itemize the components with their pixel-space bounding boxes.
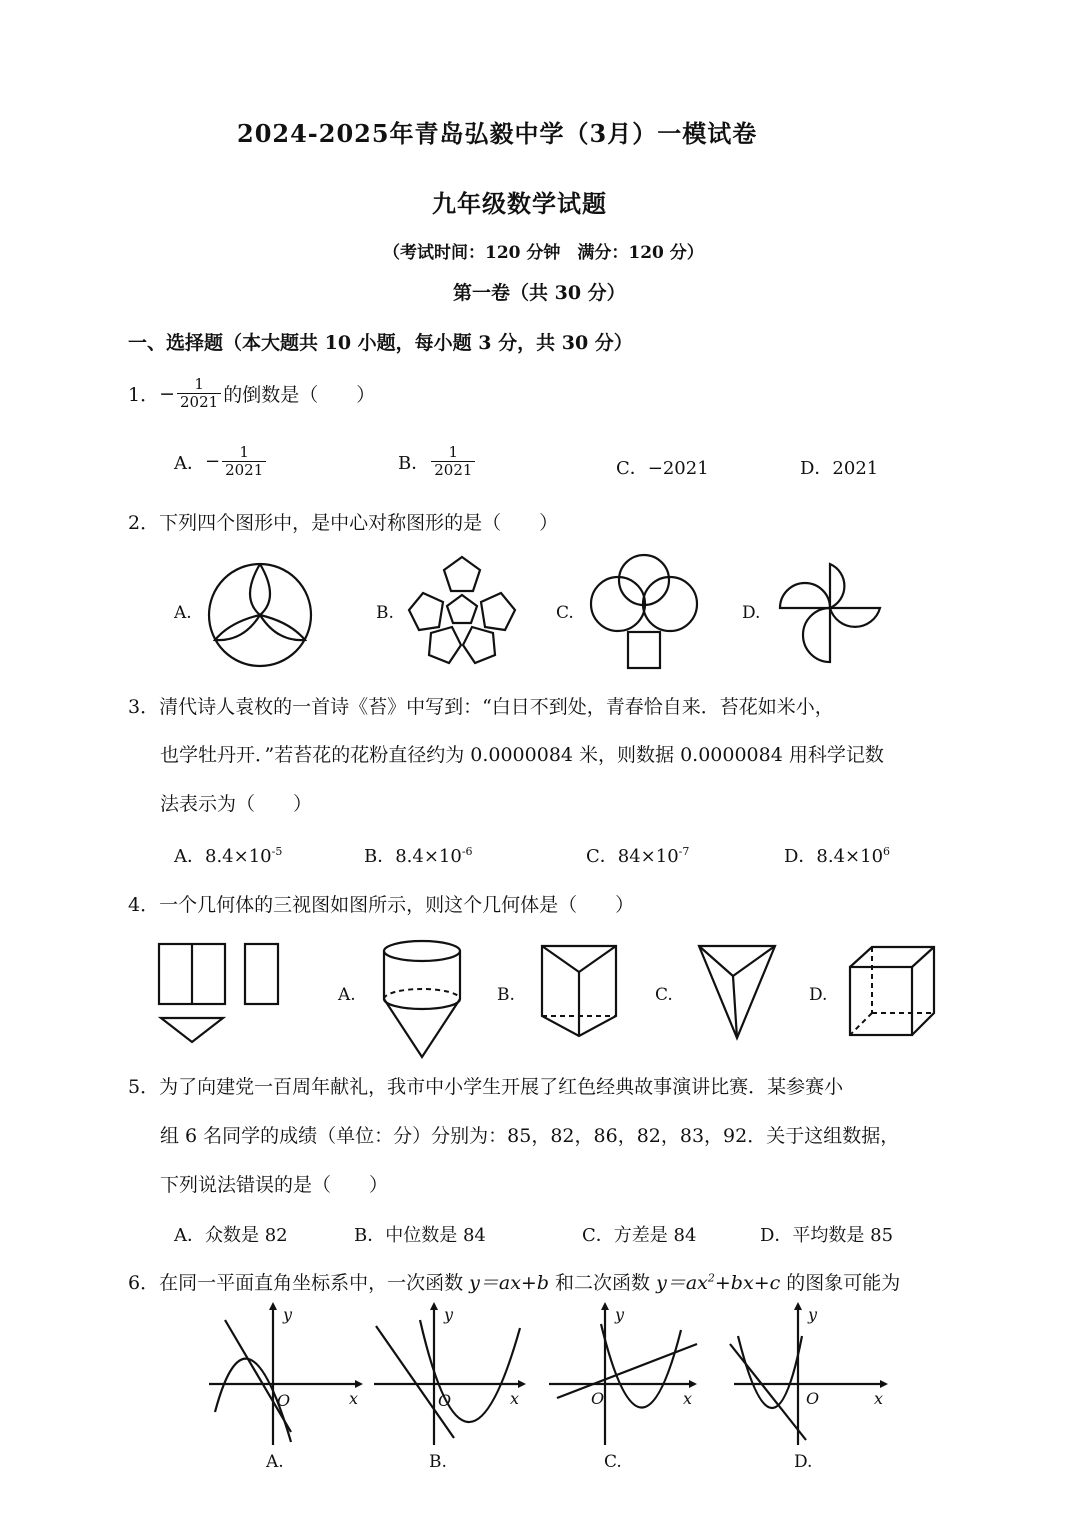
q6-d-x-label: x bbox=[874, 1389, 884, 1408]
q6-c-origin: O bbox=[591, 1389, 605, 1408]
q1-stem-text: 的倒数是（ ） bbox=[223, 384, 376, 406]
q4-figure-b bbox=[538, 942, 623, 1042]
question-5-line-3: 下列说法错误的是（ ） bbox=[160, 1174, 389, 1196]
q6-graph-a bbox=[205, 1300, 365, 1450]
q2-figure-c bbox=[588, 552, 700, 672]
q6-d-y-label: y bbox=[808, 1305, 818, 1324]
q6-graph-c bbox=[545, 1300, 705, 1450]
q1-option-d[interactable]: D．2021 bbox=[800, 458, 879, 479]
q2-label-c[interactable]: C. bbox=[556, 603, 574, 623]
q6-label-d[interactable]: D. bbox=[794, 1452, 813, 1472]
q1-fraction: $\frac{1}{2021}$ bbox=[177, 376, 221, 411]
q4-label-b[interactable]: B. bbox=[497, 985, 515, 1005]
exam-title: 2024-2025年青岛弘毅中学（3月）一模试卷 bbox=[237, 119, 758, 148]
question-6-stem: 6．在同一平面直角坐标系中，一次函数 y＝ax+b 和二次函数 $y=ax^2+bx+c$ 的图象可能为 bbox=[128, 1271, 901, 1294]
q6-b-x-label: x bbox=[510, 1389, 520, 1408]
q3-option-d[interactable]: D．$8.4\times 10^6$ bbox=[784, 845, 891, 867]
q6-a-origin: O bbox=[277, 1391, 291, 1410]
q6-b-origin: O bbox=[438, 1391, 452, 1410]
q5-option-a[interactable]: A．众数是 82 bbox=[174, 1225, 288, 1246]
q4-label-d[interactable]: D. bbox=[809, 985, 828, 1005]
q1-option-b[interactable]: B． $\frac{1}{2021}$ bbox=[398, 444, 477, 479]
question-3-line-1: 3．清代诗人袁枚的一首诗《苔》中写到：“白日不到处，青春恰自来．苔花如米小， bbox=[128, 696, 834, 718]
question-3-line-2: 也学牡丹开．”若苔花的花粉直径约为 0.0000084 米，则数据 0.0000084 用科学记数 bbox=[160, 744, 884, 766]
question-2-stem: 2．下列四个图形中，是中心对称图形的是（ ） bbox=[128, 512, 559, 534]
q1-minus: − bbox=[159, 382, 176, 405]
q1-number: 1． bbox=[128, 384, 160, 406]
q5-option-b[interactable]: B．中位数是 84 bbox=[354, 1225, 486, 1246]
q6-c-x-label: x bbox=[683, 1389, 693, 1408]
q4-figure-c bbox=[695, 942, 780, 1042]
q2-label-d[interactable]: D. bbox=[742, 603, 761, 623]
q6-graph-d bbox=[730, 1300, 890, 1450]
q1-option-a[interactable]: A． − $\frac{1}{2021}$ bbox=[174, 444, 268, 479]
q3-option-b[interactable]: B．$8.4\times 10^{-6}$ bbox=[364, 845, 473, 867]
q4-three-views bbox=[155, 940, 285, 1050]
q2-figure-b bbox=[405, 555, 520, 670]
q2-figure-d bbox=[776, 560, 886, 670]
q3-option-a[interactable]: A．$8.4\times 10^{-5}$ bbox=[174, 845, 283, 867]
exam-subtitle: 九年级数学试题 bbox=[432, 189, 607, 218]
q6-label-b[interactable]: B. bbox=[429, 1452, 447, 1472]
q4-label-c[interactable]: C. bbox=[655, 985, 673, 1005]
question-5-line-2: 组 6 名同学的成绩（单位：分）分别为：85，82，86，82，83，92．关于这组数据， bbox=[160, 1125, 900, 1147]
q6-label-a[interactable]: A. bbox=[266, 1452, 284, 1472]
linear-function: y＝ax+b bbox=[469, 1272, 550, 1294]
q2-label-b[interactable]: B. bbox=[376, 603, 394, 623]
q2-figure-a bbox=[205, 560, 315, 670]
q6-a-x-label: x bbox=[349, 1389, 359, 1408]
q6-graph-b bbox=[370, 1300, 530, 1450]
q3-option-c[interactable]: C．$84\times 10^{-7}$ bbox=[586, 845, 690, 867]
question-4-stem: 4．一个几何体的三视图如图所示，则这个几何体是（ ） bbox=[128, 894, 635, 916]
q4-figure-d bbox=[848, 945, 938, 1040]
section-heading: 一、选择题（本大题共 10 小题，每小题 3 分，共 30 分） bbox=[128, 332, 633, 354]
q4-figure-a bbox=[380, 937, 465, 1062]
question-3-line-3: 法表示为（ ） bbox=[160, 793, 313, 815]
q5-option-d[interactable]: D．平均数是 85 bbox=[760, 1225, 894, 1246]
q5-option-c[interactable]: C．方差是 84 bbox=[582, 1225, 697, 1246]
q6-a-y-label: y bbox=[283, 1305, 293, 1324]
q6-label-c[interactable]: C. bbox=[604, 1452, 622, 1472]
question-1-stem bbox=[128, 376, 375, 411]
q4-label-a[interactable]: A. bbox=[338, 985, 356, 1005]
q6-d-origin: O bbox=[806, 1389, 820, 1408]
question-5-line-1: 5．为了向建党一百周年献礼，我市中小学生开展了红色经典故事演讲比赛．某参赛小 bbox=[128, 1076, 844, 1098]
q1-option-c[interactable]: C．−2021 bbox=[616, 458, 709, 479]
exam-info: （考试时间：120 分钟 满分：120 分） bbox=[383, 243, 704, 263]
q6-b-y-label: y bbox=[444, 1305, 454, 1324]
q2-label-a[interactable]: A. bbox=[174, 603, 192, 623]
volume-heading: 第一卷（共 30 分） bbox=[453, 282, 626, 304]
q6-c-y-label: y bbox=[615, 1305, 625, 1324]
quadratic-function: $y=ax^2+bx+c$ bbox=[656, 1271, 781, 1294]
